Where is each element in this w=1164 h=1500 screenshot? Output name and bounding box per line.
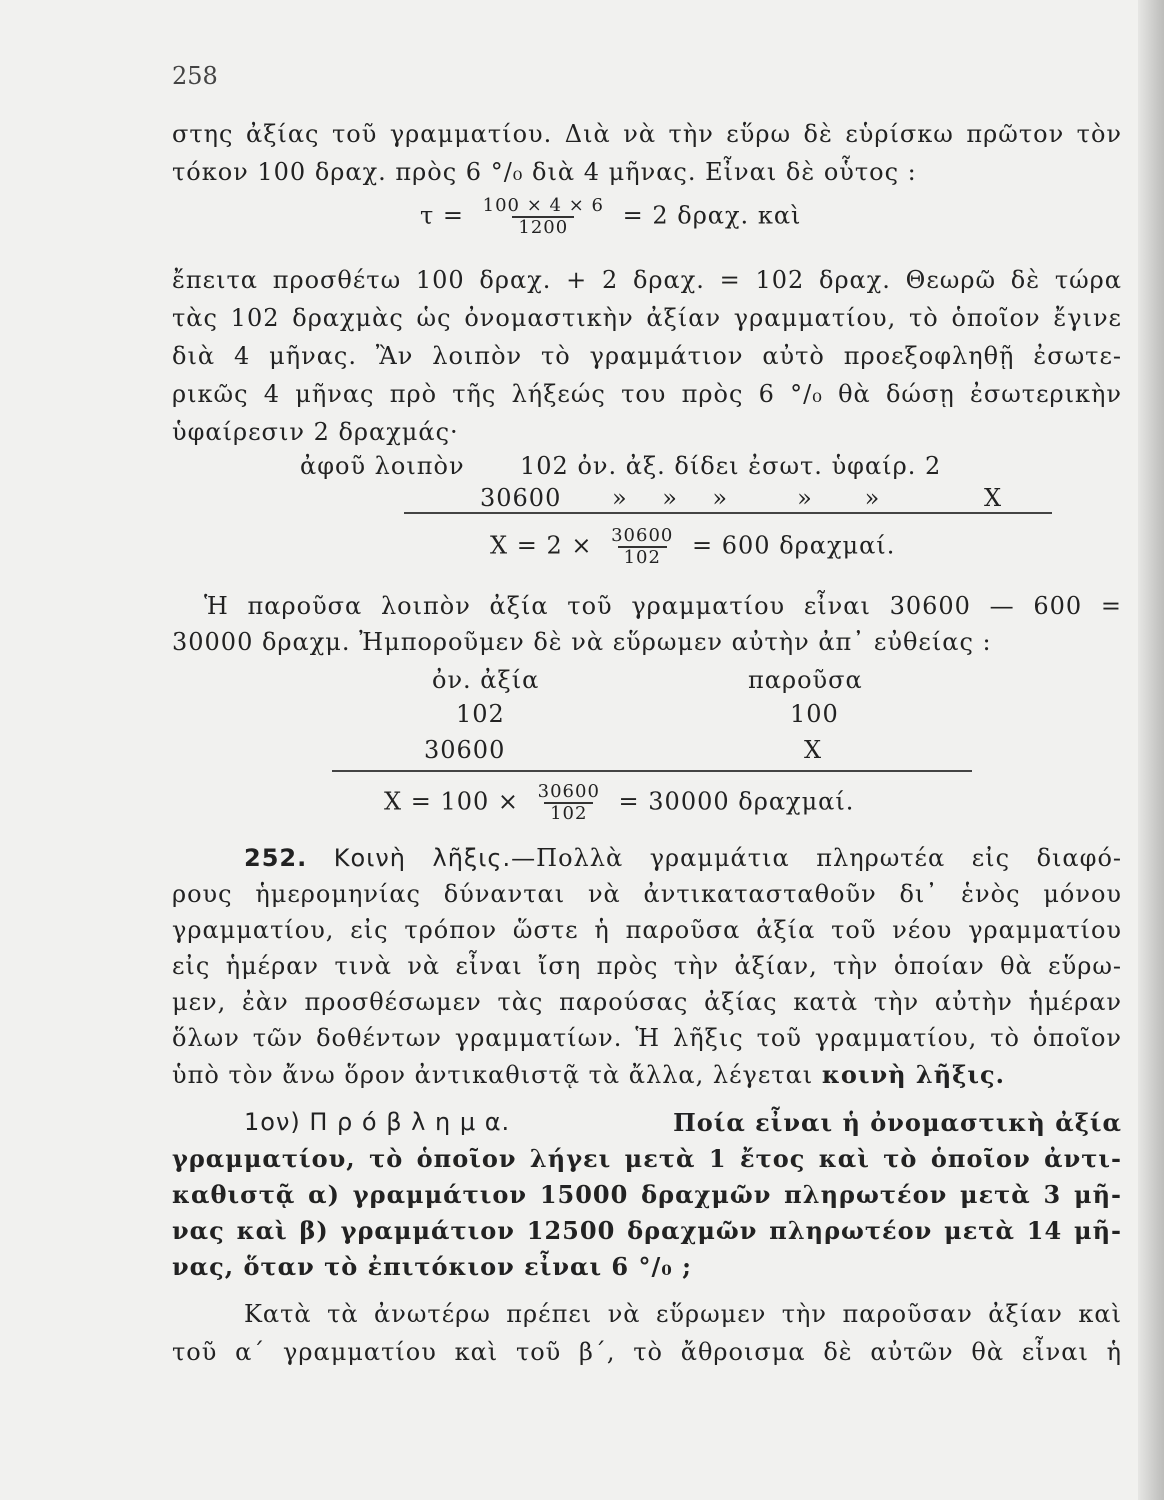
rule3a-row1: 102 ὀν. ἀξ. δίδει ἐσωτ. ὑφαίρ. 2 <box>520 452 942 480</box>
eq1-lhs: τ = <box>420 201 465 230</box>
rule3a-row2-ditto: » » » » » <box>612 484 881 512</box>
eq3-numerator: 30600 <box>537 781 600 802</box>
eq2-fraction <box>607 526 677 568</box>
rule3b-row1-left: 102 <box>456 700 505 728</box>
para1-line-1: στης ἀξίας τοῦ γραμματίου. Διὰ νὰ τὴν εὕρω δὲ εὑρίσκω πρῶτον τὸν <box>172 120 1122 148</box>
rule3b-head-right: παροῦσα <box>748 666 863 694</box>
section-line-5: μεν, ἐὰν προσθέσωμεν τὰς παρούσας ἀξίας κατὰ τὴν αὐτὴν ἡμέραν <box>172 988 1122 1016</box>
para4-line-1: Κατὰ τὰ ἀνωτέρω πρέπει νὰ εὕρωμεν τὴν παροῦσαν ἀξίαν καὶ <box>244 1300 1122 1328</box>
problem-line-3: καθιστᾷ α) γραμμάτιον 15000 δραχμῶν πληρωτέον μετὰ 3 μῆ- <box>172 1180 1122 1209</box>
rule3b-divider <box>332 770 972 772</box>
page-edge-shadow <box>1138 0 1164 1500</box>
problem-line-2: γραμματίου, τὸ ὁποῖον λήγει μετὰ 1 ἔτος καὶ τὸ ὁποῖον ἀντι- <box>172 1144 1122 1173</box>
section-title: Κοινὴ λῆξις. <box>333 844 512 872</box>
para2-line-5: ὑφαίρεσιν 2 δραχμάς· <box>172 418 459 446</box>
term-common-maturity: κοινὴ λῆξις. <box>821 1060 1005 1089</box>
equation-discount <box>490 526 895 568</box>
eq1-rhs: = 2 δραχ. καὶ <box>622 201 802 230</box>
problem-text-1: Ποία εἶναι ἡ ὀνομαστικὴ ἀξία <box>673 1108 1122 1137</box>
problem-label: 1ον) Π ρ ό β λ η μ α. <box>244 1108 511 1136</box>
eq2-denominator: 102 <box>618 546 667 568</box>
problem-line-4: νας καὶ β) γραμμάτιον 12500 δραχμῶν πληρωτέον μετὰ 14 μῆ- <box>172 1216 1122 1245</box>
eq2-numerator: 30600 <box>611 525 674 546</box>
section-line-3: γραμματίου, εἰς τρόπον ὥστε ἡ παροῦσα ἀξία τοῦ νέου γραμματίου <box>172 916 1122 944</box>
rule3a-row2-unknown: X <box>984 484 1003 512</box>
eq3-denominator: 102 <box>544 802 593 824</box>
eq1-numerator: 100 × 4 × 6 <box>482 195 604 216</box>
section-line-7 <box>172 1060 1005 1089</box>
problem-line-1 <box>244 1108 1122 1137</box>
rule3b-row2-right: X <box>804 736 823 764</box>
rule3a-divider <box>404 512 1052 514</box>
para2-line-1: ἔπειτα προσθέτω 100 δραχ. + 2 δραχ. = 102 δραχ. Θεωρῶ δὲ τώρα <box>172 266 1122 294</box>
para2-line-2: τὰς 102 δραχμὰς ὡς ὀνομαστικὴν ἀξίαν γραμματίου, τὸ ὁποῖον ἔγινε <box>172 304 1122 332</box>
eq3-lhs: X = 100 × <box>384 787 519 816</box>
section-252-line-1 <box>244 844 1122 872</box>
page-number: 258 <box>172 62 218 90</box>
eq1-fraction <box>479 196 608 238</box>
section-line-4: εἰς ἡμέραν τινὰ νὰ εἶναι ἴση πρὸς τὴν ἀξίαν, τὴν ὁποίαν θὰ εὕρω- <box>172 952 1122 980</box>
section-line-7-text: ὑπὸ τὸν ἄνω ὅρον ἀντικαθιστᾷ τὰ ἄλλα, λέγεται <box>172 1061 814 1089</box>
para2-line-4: ρικῶς 4 μῆνας πρὸ τῆς λήξεώς του πρὸς 6 °/₀ θὰ δώσῃ ἐσωτερικὴν <box>172 380 1122 408</box>
rule3b-head-left: ὀν. ἀξία <box>432 666 540 694</box>
para3-line-1: Ἡ παροῦσα λοιπὸν ἀξία τοῦ γραμματίου εἶναι 30600 — 600 = <box>204 592 1122 620</box>
section-line-1-text: —Πολλὰ γραμμάτια πληρωτέα εἰς διαφό- <box>511 844 1123 872</box>
eq1-denominator: 1200 <box>512 216 574 238</box>
equation-interest <box>420 196 801 238</box>
eq2-lhs: X = 2 × <box>490 531 593 560</box>
problem-line-5: νας, ὅταν τὸ ἐπιτόκιον εἶναι 6 °/₀ ; <box>172 1252 692 1281</box>
section-number: 252. <box>244 844 308 872</box>
para3-line-2: 30000 δραχμ. Ἠμποροῦμεν δὲ νὰ εὕρωμεν αὐτὴν ἀπ᾽ εὐθείας : <box>172 628 992 656</box>
rule3a-intro: ἀφοῦ λοιπὸν <box>300 452 465 480</box>
para4-line-2: τοῦ α΄ γραμματίου καὶ τοῦ β΄, τὸ ἄθροισμα δὲ αὐτῶν θὰ εἶναι ἡ <box>172 1338 1122 1366</box>
rule3a-row2-value: 30600 <box>480 484 562 512</box>
section-line-6: ὅλων τῶν δοθέντων γραμματίων. Ἡ λῆξις τοῦ γραμματίου, τὸ ὁποῖον <box>172 1024 1122 1052</box>
eq3-rhs: = 30000 δραχμαί. <box>618 787 855 816</box>
rule3b-row1-right: 100 <box>790 700 839 728</box>
equation-present-value <box>384 782 854 824</box>
para2-line-3: διὰ 4 μῆνας. Ἂν λοιπὸν τὸ γραμμάτιον αὐτὸ προεξοφληθῇ ἐσωτε- <box>172 342 1122 370</box>
eq2-rhs: = 600 δραχμαί. <box>692 531 896 560</box>
eq3-fraction <box>534 782 604 824</box>
rule3b-row2-left: 30600 <box>424 736 506 764</box>
para1-line-2: τόκον 100 δραχ. πρὸς 6 °/₀ διὰ 4 μῆνας. Εἶναι δὲ οὗτος : <box>172 158 917 186</box>
section-line-2: ρους ἡμερομηνίας δύνανται νὰ ἀντικατασταθοῦν δι᾽ ἑνὸς μόνου <box>172 880 1122 908</box>
